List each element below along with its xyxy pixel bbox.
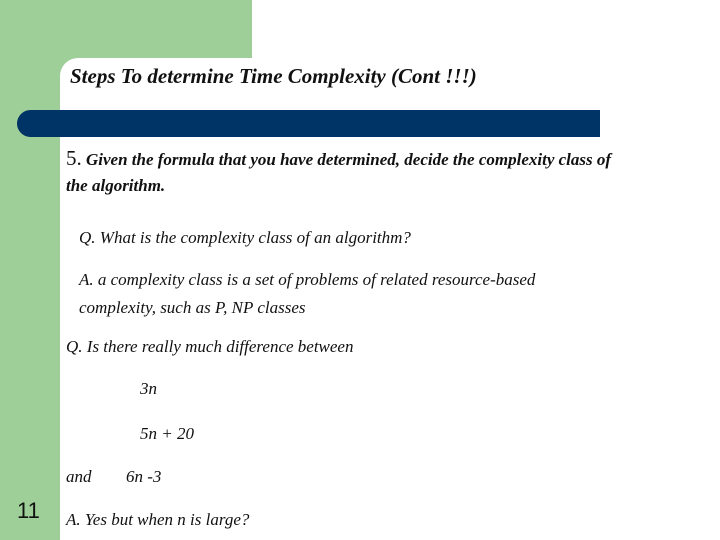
step-number: 5. [66, 146, 82, 170]
step-5-text: Given the formula that you have determined, decide the complexity class of [81, 150, 612, 169]
expression-6n-minus-3: 6n -3 [126, 467, 162, 486]
answer-2: A. Yes but when n is large? [66, 510, 250, 529]
answer-1-line-2: complexity, such as P, NP classes [79, 298, 306, 317]
and-word: and [66, 467, 92, 486]
answer-1-line-1: A. a complexity class is a set of problems of related resource-based [79, 270, 536, 289]
slide-number: 11 [17, 498, 40, 523]
question-2: Q. Is there really much difference between [66, 337, 354, 356]
slide-title: Steps To determine Time Complexity (Cont !!!) [70, 64, 477, 88]
step-5-line-2: the algorithm. [66, 176, 166, 195]
step-5-line-1 [66, 146, 611, 171]
title-underline-bar [17, 110, 600, 137]
question-1: Q. What is the complexity class of an algorithm? [79, 228, 411, 247]
expression-5n-plus-20: 5n + 20 [140, 424, 194, 443]
expression-3n: 3n [140, 379, 157, 398]
